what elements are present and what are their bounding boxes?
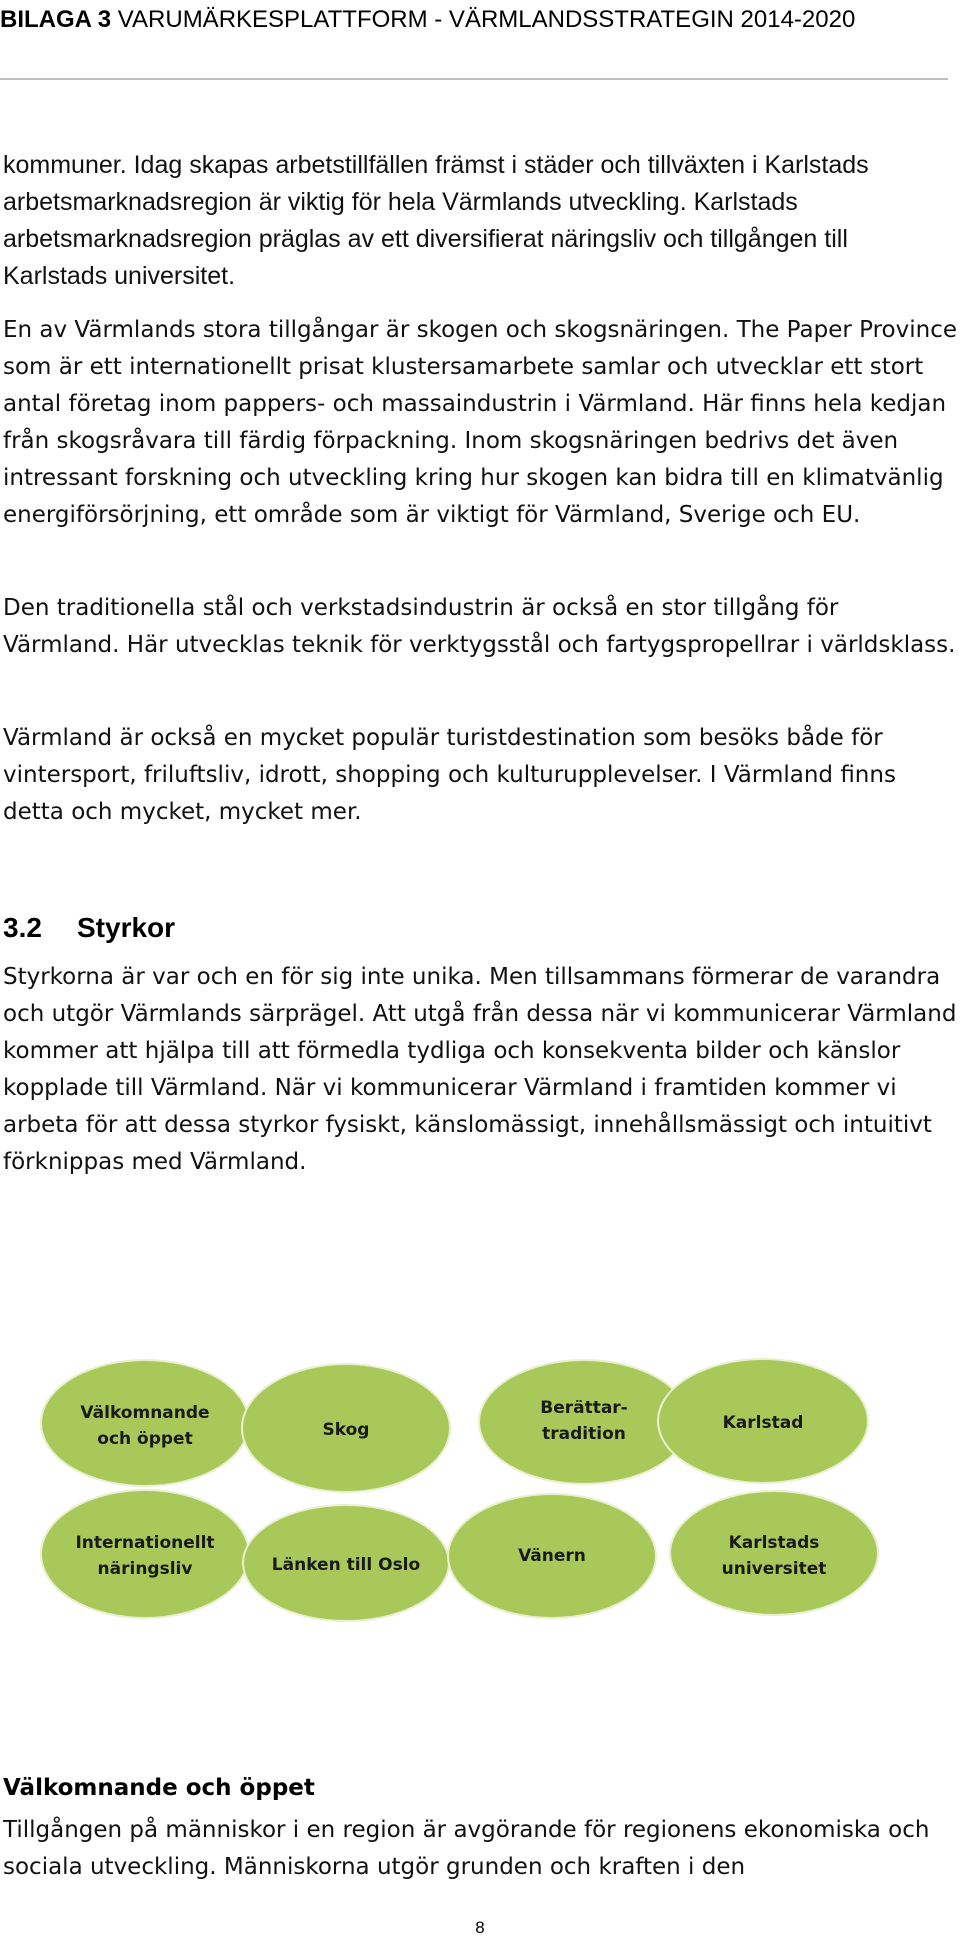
ellipse-shape — [670, 1491, 878, 1615]
paragraph-tourism: Värmland är också en mycket populär turistdestination som besöks både för vintersport, friluftsliv, idrott, shopping och kulturupplevelser. I Värmland finns detta och mycket, mycket mer. — [3, 725, 896, 825]
ellipse-label: Karlstad — [722, 1413, 804, 1433]
ellipse-label: tradition — [542, 1424, 626, 1444]
paragraph-forest-industry: En av Värmlands stora tillgångar är skogen och skogsnäringen. The Paper Province som är ett internationellt prisat klustersamarbete samlar och utvecklar ett stort antal företag inom pappers- och massaindustrin i Värmland. Här finns hela kedjan från skogsråvara till färdig förpackning. Inom skogsnäringen bedrivs det även intressant forskning och utveckling kring hur skogen kan bidra till en klimatvänlig energiförsörjning, ett område som är viktigt för Värmland, Sverige och EU. — [3, 317, 957, 528]
paragraph-strengths-intro: Styrkorna är var och en för sig inte unika. Men tillsammans förmerar de varandra och utgör Värmlands särprägel. Att utgå från dessa när vi kommunicerar Värmland kommer att hjälpa till att förmedla tydliga och konsekventa bilder och känslor kopplade till Värmland. När vi kommunicerar Värmland i framtiden kommer vi arbeta för att dessa styrkor fysiskt, känslomässigt, innehållsmässigt och intuitivt förknippas med Värmland. — [3, 964, 957, 1175]
ellipse-label: Internationellt — [75, 1533, 215, 1553]
paragraph-labor-market: kommuner. Idag skapas arbetstillfällen främst i städer och tillväxten i Karlstads arbetsmarknadsregion är viktig för hela Värmlands utveckling. Karlstads arbetsmarknadsregion präglas av ett diversifierat näringsliv och tillgången till Karlstads universitet. — [3, 151, 869, 290]
ellipse-label: Berättar- — [540, 1398, 628, 1418]
strength-ellipse — [670, 1491, 878, 1615]
strength-ellipse — [243, 1505, 449, 1621]
subheading-welcoming: Välkomnande och öppet — [3, 1775, 315, 1801]
header-title: VARUMÄRKESPLATTFORM - VÄRMLANDSSTRATEGIN 2014-2020 — [111, 6, 856, 33]
strength-ellipse — [658, 1359, 868, 1483]
strengths-diagram — [40, 1358, 920, 1623]
strength-ellipse — [242, 1364, 450, 1492]
strength-ellipse — [41, 1360, 249, 1486]
ellipse-shape — [41, 1360, 249, 1486]
strength-ellipse — [448, 1494, 656, 1618]
page-number: 8 — [475, 1918, 485, 1937]
ellipse-label: universitet — [721, 1559, 827, 1579]
paragraph-steel-industry: Den traditionella stål och verkstadsindustrin är också en stor tillgång för Värmland. Här utvecklas teknik för verktygsstål och fartygspropellrar i världsklass. — [3, 595, 956, 658]
paragraph-people: Tillgången på människor i en region är avgörande för regionens ekonomiska och sociala utveckling. Människorna utgör grunden och kraften i den — [3, 1817, 930, 1880]
header-divider — [0, 78, 948, 80]
strength-ellipse — [41, 1490, 249, 1618]
section-number: 3.2 — [3, 912, 42, 943]
section-heading — [3, 912, 175, 944]
page-header — [0, 0, 960, 40]
ellipse-label: Skog — [322, 1420, 370, 1440]
ellipse-label: och öppet — [97, 1429, 193, 1449]
section-title: Styrkor — [77, 912, 176, 943]
header-label-bold: BILAGA 3 — [0, 6, 112, 33]
ellipse-label: Karlstads — [728, 1533, 820, 1553]
ellipse-label: näringsliv — [97, 1559, 193, 1579]
ellipse-label: Vänern — [518, 1546, 586, 1566]
ellipse-label: Välkomnande — [80, 1403, 210, 1423]
ellipse-shape — [41, 1490, 249, 1618]
ellipse-label: Länken till Oslo — [271, 1555, 421, 1575]
